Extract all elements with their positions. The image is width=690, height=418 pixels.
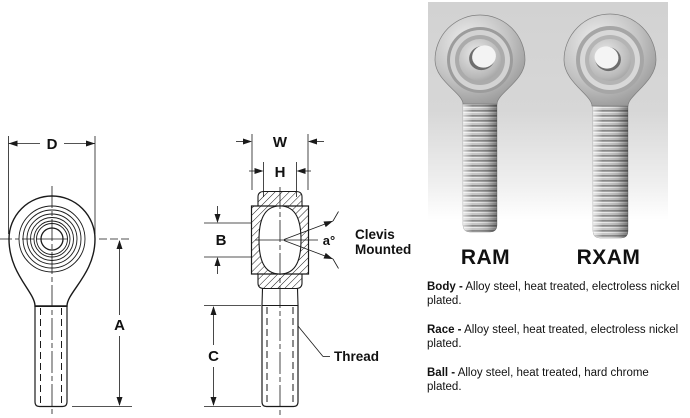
dim-label-d: D: [46, 136, 58, 153]
dim-label-h: H: [274, 164, 286, 181]
clevis-note-line1: Clevis: [355, 227, 395, 242]
product-label-ram: RAM: [460, 246, 511, 269]
spec-ball: [427, 366, 686, 394]
spec-ball-desc: Alloy steel, heat treated, hard chrome plated.: [427, 367, 649, 393]
front-shank: [35, 306, 67, 407]
spec-ball-term: Ball -: [427, 367, 456, 379]
spec-body-desc: Alloy steel, heat treated, electroless nickel plated.: [427, 281, 680, 307]
dim-label-c: C: [208, 348, 219, 365]
dim-label-w: W: [272, 134, 288, 151]
section-view-drawing: [204, 134, 411, 416]
thread-leader-line: [298, 326, 330, 357]
front-view-drawing: [0, 136, 132, 416]
spec-body: [427, 280, 686, 308]
angle-label: a°: [322, 233, 336, 248]
spec-body-term: Body -: [427, 281, 463, 293]
dimension-b: [204, 206, 252, 274]
dim-label-a: A: [114, 317, 125, 334]
material-specs: [427, 280, 686, 409]
thread-callout: Thread: [334, 349, 380, 364]
product-label-rxam: RXAM: [576, 246, 641, 269]
spec-race: [427, 323, 686, 351]
clevis-note-line2: Mounted: [355, 242, 412, 257]
spec-race-term: Race -: [427, 324, 462, 336]
product-photos: [424, 0, 670, 246]
dim-label-b: B: [215, 232, 227, 249]
spec-race-desc: Alloy steel, heat treated, electroless nickel plated.: [427, 324, 679, 350]
product-labels: [424, 246, 670, 270]
